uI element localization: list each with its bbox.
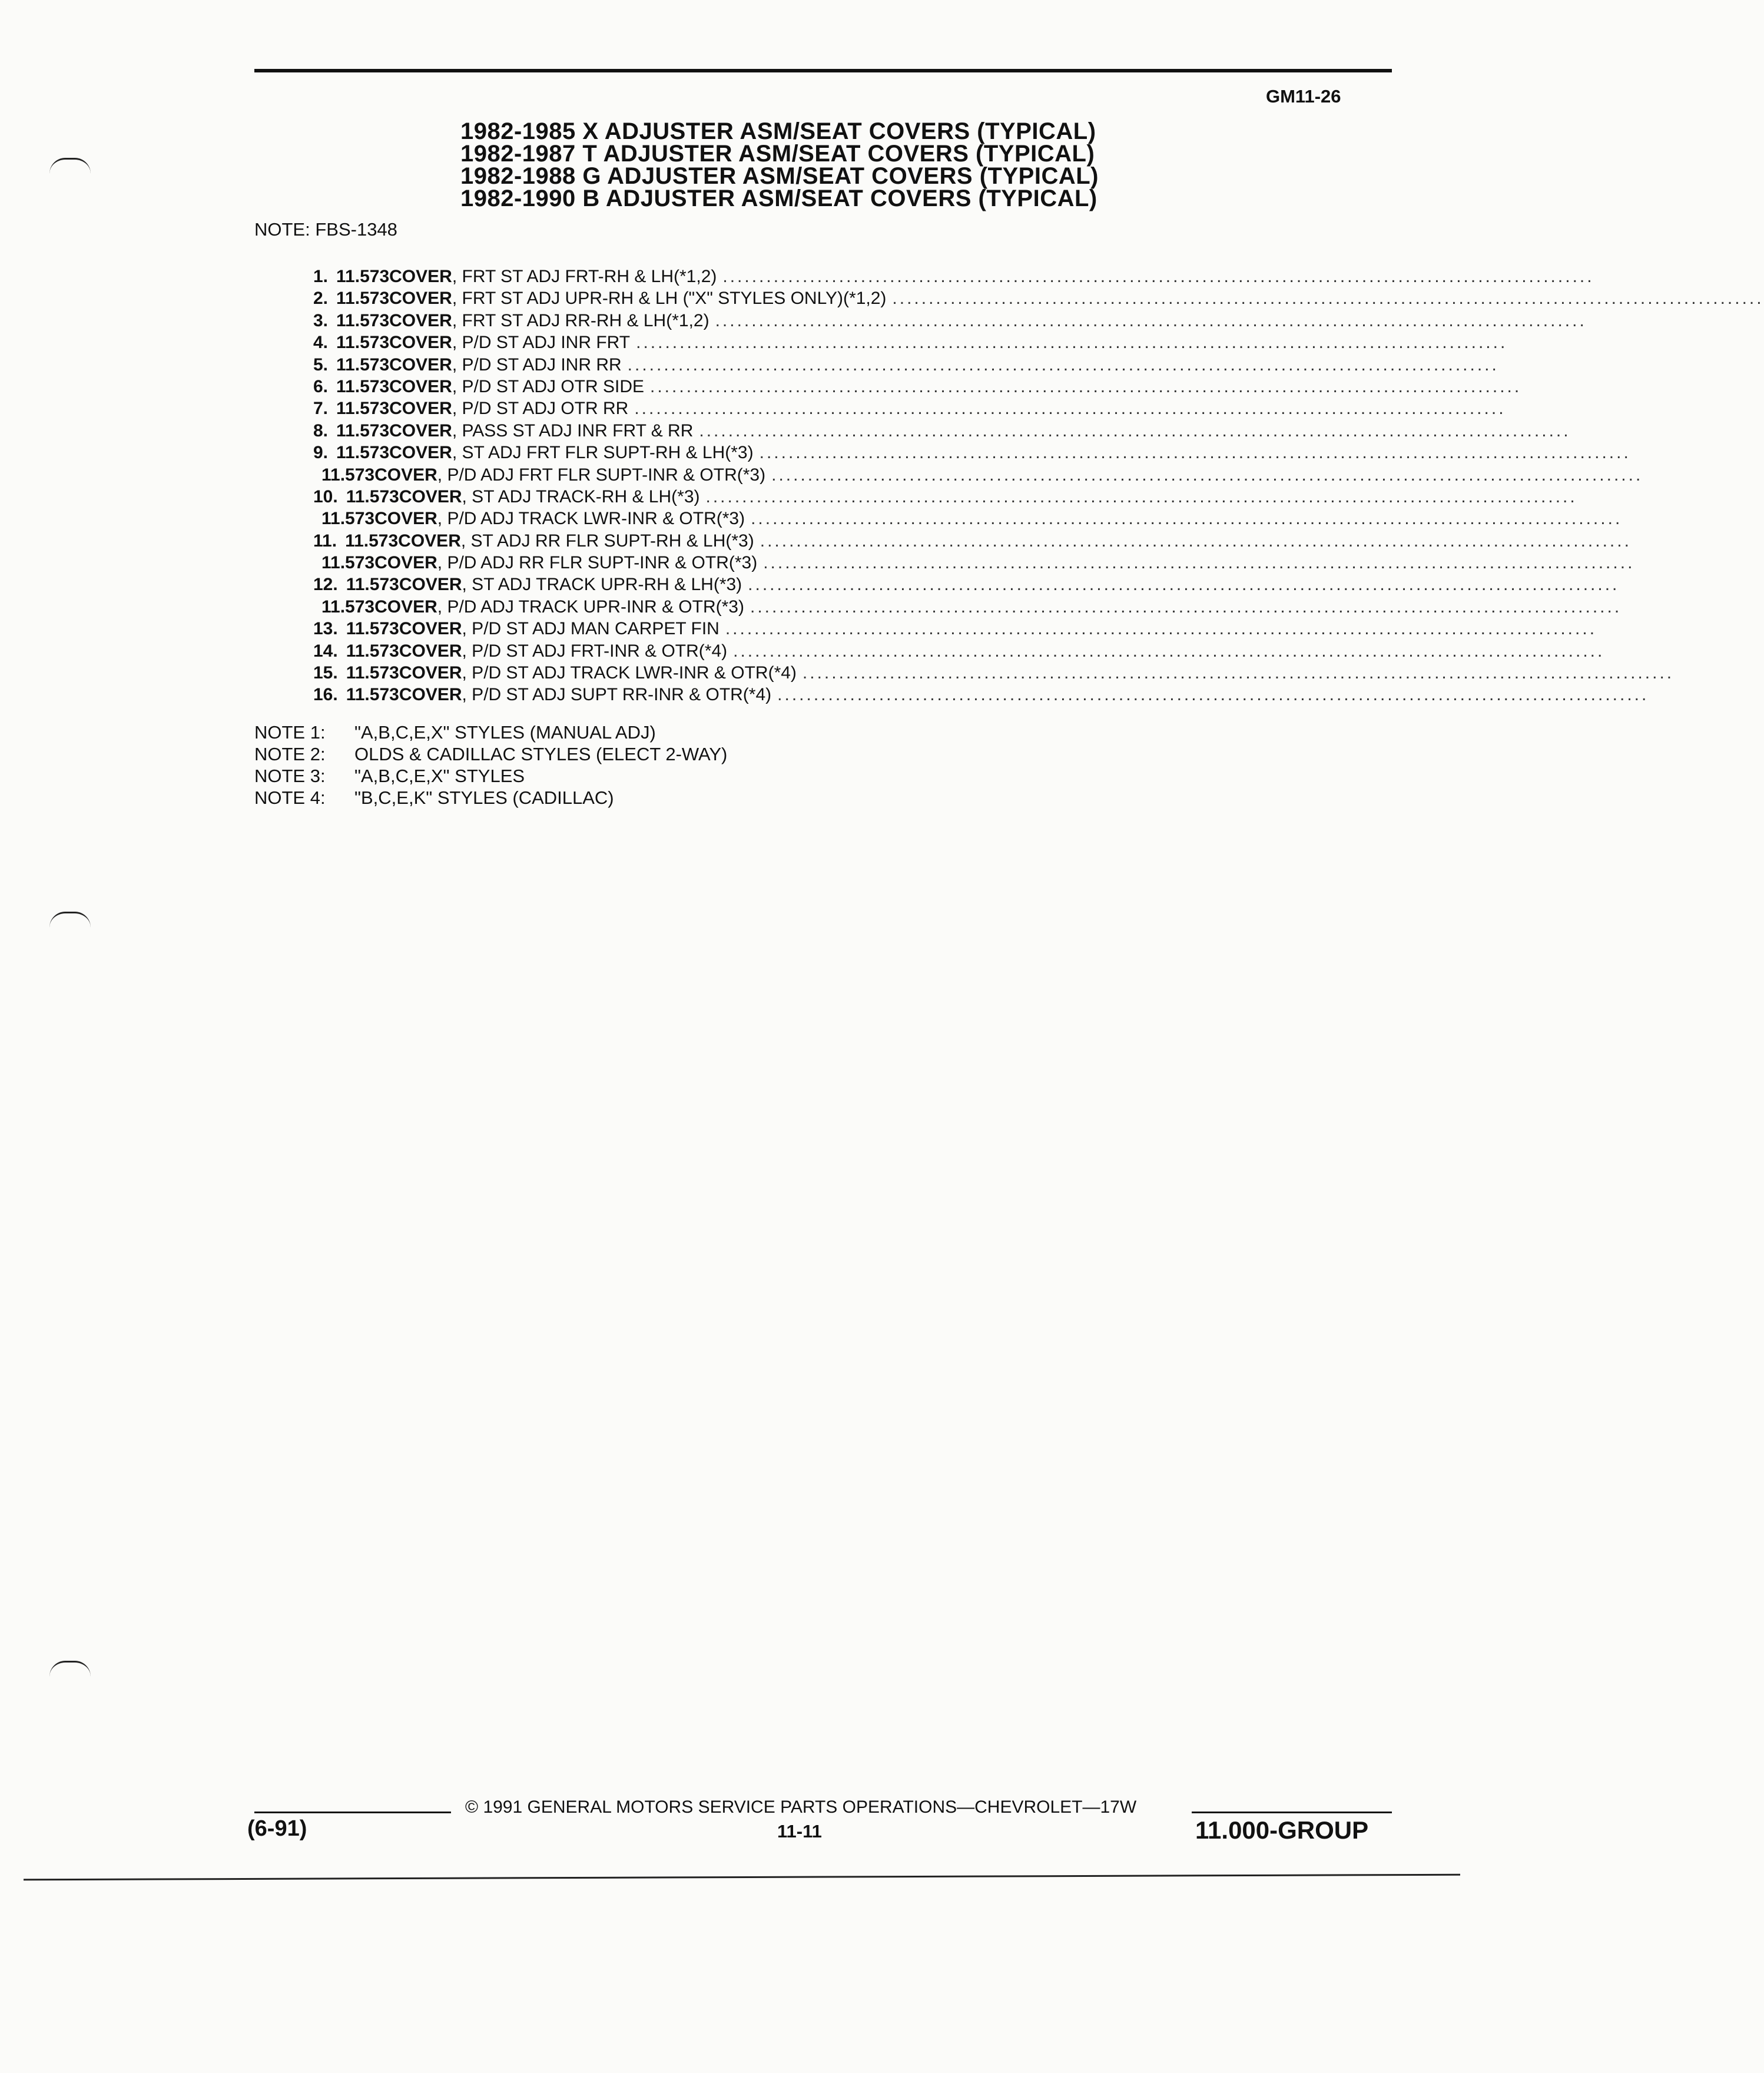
- part-description: , P/D ADJ TRACK UPR-INR & OTR(*3): [437, 597, 744, 617]
- part-number: 13.: [313, 619, 338, 639]
- part-name: COVER: [399, 685, 462, 705]
- punch-hole-mark: [49, 1661, 91, 1677]
- leader-dots: ........................................................................................................................: [705, 486, 1577, 506]
- part-number: 10.: [313, 486, 338, 506]
- part-group: 11.573: [336, 333, 390, 353]
- part-description: , P/D ST ADJ SUPT RR-INR & OTR(*4): [462, 685, 772, 705]
- part-name: COVER: [389, 376, 452, 396]
- group-code: 11.000-GROUP: [1195, 1816, 1369, 1844]
- part-group: 11.573: [321, 509, 375, 529]
- part-name: COVER: [399, 663, 462, 683]
- part-group: 11.573: [336, 420, 390, 441]
- part-group: 11.573: [346, 619, 399, 639]
- part-description: , P/D ADJ TRACK LWR-INR & OTR(*3): [437, 509, 745, 529]
- part-row: [313, 465, 1643, 487]
- part-group: 11.573: [321, 465, 375, 485]
- note-text: OLDS & CADILLAC STYLES (ELECT 2-WAY): [354, 744, 728, 764]
- leader-dots: ........................................................................................................................: [650, 376, 1522, 396]
- part-description: , P/D ST ADJ TRACK LWR-INR & OTR(*4): [462, 663, 797, 683]
- part-number: 1.: [313, 267, 329, 286]
- leader-dots: ........................................................................................................................: [892, 289, 1764, 309]
- part-group: 11.573: [321, 597, 375, 617]
- part-name: COVER: [399, 641, 462, 661]
- title-line: 1982-1987 T ADJUSTER ASM/SEAT COVERS (TYPICAL): [460, 141, 1095, 167]
- part-group: 11.573: [346, 486, 399, 506]
- part-number: 3.: [313, 310, 329, 330]
- part-group: 11.573: [336, 310, 390, 330]
- note-label: NOTE 3:: [254, 766, 326, 786]
- part-name: COVER: [399, 619, 462, 639]
- part-description: , P/D ST ADJ OTR RR: [452, 399, 629, 419]
- part-group: 11.573: [321, 553, 375, 573]
- part-row: [313, 553, 1635, 575]
- punch-hole-mark: [49, 158, 91, 174]
- leader-dots: ........................................................................................................................: [627, 355, 1499, 375]
- part-name: COVER: [399, 486, 462, 506]
- part-number: 11.: [313, 531, 337, 551]
- part-group: 11.573: [345, 531, 399, 551]
- part-number: 4.: [313, 333, 329, 353]
- part-row: [313, 310, 1587, 333]
- leader-dots: ........................................................................................................................: [733, 641, 1605, 661]
- notes-list: [254, 722, 727, 809]
- parts-list: [313, 267, 1764, 707]
- part-row: [313, 289, 1764, 310]
- note-line: [254, 722, 727, 744]
- note-line: [254, 744, 727, 766]
- part-number: 12.: [313, 575, 338, 595]
- title-line: 1982-1990 B ADJUSTER ASM/SEAT COVERS (TYPICAL): [460, 186, 1097, 211]
- part-number: 14.: [313, 641, 338, 661]
- part-group: 11.573: [336, 399, 390, 419]
- part-row: [313, 509, 1623, 531]
- leader-dots: ........................................................................................................................: [802, 663, 1675, 683]
- part-group: 11.573: [336, 289, 390, 309]
- part-row: [313, 333, 1508, 355]
- part-name: COVER: [389, 443, 452, 463]
- copyright-text: © 1991 GENERAL MOTORS SERVICE PARTS OPERATIONS—CHEVROLET—17W: [465, 1797, 1137, 1817]
- part-description: , P/D ST ADJ OTR SIDE: [452, 376, 645, 396]
- part-row: [313, 641, 1605, 663]
- part-name: COVER: [389, 333, 452, 353]
- part-group: 11.573: [346, 663, 399, 683]
- part-number: 5.: [313, 355, 329, 375]
- page-number: 11-11: [777, 1821, 822, 1842]
- part-row: [313, 597, 1622, 619]
- part-description: , FRT ST ADJ RR-RH & LH(*1,2): [452, 310, 709, 330]
- leader-dots: ........................................................................................................................: [777, 685, 1649, 705]
- leader-dots: ........................................................................................................................: [751, 509, 1623, 529]
- part-description: , PASS ST ADJ INR FRT & RR: [452, 420, 694, 441]
- part-group: 11.573: [336, 355, 390, 375]
- leader-dots: ........................................................................................................................: [699, 420, 1571, 441]
- leader-dots: ........................................................................................................................: [759, 443, 1631, 463]
- title-block: [460, 120, 1099, 210]
- date-code: (6-91): [247, 1816, 307, 1841]
- part-name: COVER: [389, 267, 452, 286]
- note-label: NOTE 2:: [254, 744, 326, 764]
- part-number: 6.: [313, 376, 329, 396]
- part-name: COVER: [389, 289, 452, 309]
- part-name: COVER: [389, 310, 452, 330]
- part-name: COVER: [389, 399, 452, 419]
- part-row: [313, 355, 1499, 377]
- part-name: COVER: [374, 465, 437, 485]
- part-description: , ST ADJ RR FLR SUPT-RH & LH(*3): [460, 531, 754, 551]
- part-number: 16.: [313, 685, 338, 705]
- part-group: 11.573: [346, 685, 399, 705]
- part-description: , P/D ST ADJ MAN CARPET FIN: [462, 619, 719, 639]
- part-description: , P/D ADJ RR FLR SUPT-INR & OTR(*3): [437, 553, 758, 573]
- part-row: [313, 420, 1571, 443]
- page-code: GM11-26: [1266, 86, 1341, 107]
- part-group: 11.573: [336, 267, 390, 286]
- note-label: NOTE 4:: [254, 787, 326, 808]
- leader-dots: ........................................................................................................................: [725, 619, 1597, 639]
- leader-dots: ........................................................................................................................: [748, 575, 1620, 595]
- leader-dots: ........................................................................................................................: [771, 465, 1643, 485]
- leader-dots: ........................................................................................................................: [750, 597, 1622, 617]
- bottom-rule: [24, 1874, 1460, 1881]
- part-description: , FRT ST ADJ FRT-RH & LH(*1,2): [452, 267, 717, 286]
- leader-dots: ........................................................................................................................: [722, 267, 1594, 286]
- top-rule: [254, 69, 1392, 72]
- leader-dots: ........................................................................................................................: [715, 310, 1587, 330]
- part-name: COVER: [399, 575, 462, 595]
- part-description: , FRT ST ADJ UPR-RH & LH ("X" STYLES ONLY)(*1,2): [452, 289, 887, 309]
- note-text: "A,B,C,E,X" STYLES: [354, 766, 525, 786]
- part-name: COVER: [374, 553, 437, 573]
- title-line: 1982-1985 X ADJUSTER ASM/SEAT COVERS (TYPICAL): [460, 118, 1096, 144]
- part-number: 9.: [313, 443, 329, 463]
- note-line: [254, 787, 727, 809]
- part-number: 8.: [313, 420, 329, 441]
- part-description: , ST ADJ FRT FLR SUPT-RH & LH(*3): [452, 443, 754, 463]
- leader-dots: ........................................................................................................................: [760, 531, 1632, 551]
- part-description: , P/D ST ADJ INR FRT: [452, 333, 631, 353]
- part-row: [313, 486, 1577, 509]
- note-text: "B,C,E,K" STYLES (CADILLAC): [354, 787, 614, 808]
- part-row: [313, 685, 1649, 707]
- punch-hole-mark: [49, 912, 91, 928]
- part-description: , P/D ADJ FRT FLR SUPT-INR & OTR(*3): [437, 465, 766, 485]
- part-number: 2.: [313, 289, 329, 309]
- part-row: [313, 399, 1506, 420]
- part-name: COVER: [398, 531, 461, 551]
- part-row: [313, 663, 1675, 685]
- leader-dots: ........................................................................................................................: [634, 399, 1506, 419]
- part-description: , ST ADJ TRACK UPR-RH & LH(*3): [462, 575, 742, 595]
- footer-rule-right: [1192, 1812, 1392, 1813]
- part-name: COVER: [374, 597, 437, 617]
- part-group: 11.573: [336, 376, 390, 396]
- part-row: [313, 575, 1620, 597]
- part-description: , P/D ST ADJ INR RR: [452, 355, 622, 375]
- leader-dots: ........................................................................................................................: [636, 333, 1508, 353]
- part-row: [313, 267, 1594, 289]
- part-row: [313, 443, 1631, 465]
- part-name: COVER: [374, 509, 437, 529]
- part-row: [313, 531, 1632, 553]
- note-label: NOTE 1:: [254, 722, 326, 743]
- note-reference: NOTE: FBS-1348: [254, 219, 397, 240]
- note-text: "A,B,C,E,X" STYLES (MANUAL ADJ): [354, 722, 656, 743]
- title-line: 1982-1988 G ADJUSTER ASM/SEAT COVERS (TYPICAL): [460, 163, 1099, 189]
- part-number: 15.: [313, 663, 338, 683]
- part-number: 7.: [313, 399, 329, 419]
- note-line: [254, 766, 727, 787]
- footer-rule-left: [254, 1812, 451, 1813]
- part-group: 11.573: [346, 575, 399, 595]
- part-name: COVER: [389, 420, 452, 441]
- part-description: , P/D ST ADJ FRT-INR & OTR(*4): [462, 641, 728, 661]
- part-row: [313, 619, 1597, 641]
- leader-dots: ........................................................................................................................: [763, 553, 1635, 573]
- part-group: 11.573: [346, 641, 399, 661]
- part-row: [313, 376, 1522, 399]
- part-group: 11.573: [336, 443, 390, 463]
- part-description: , ST ADJ TRACK-RH & LH(*3): [462, 486, 700, 506]
- part-name: COVER: [389, 355, 452, 375]
